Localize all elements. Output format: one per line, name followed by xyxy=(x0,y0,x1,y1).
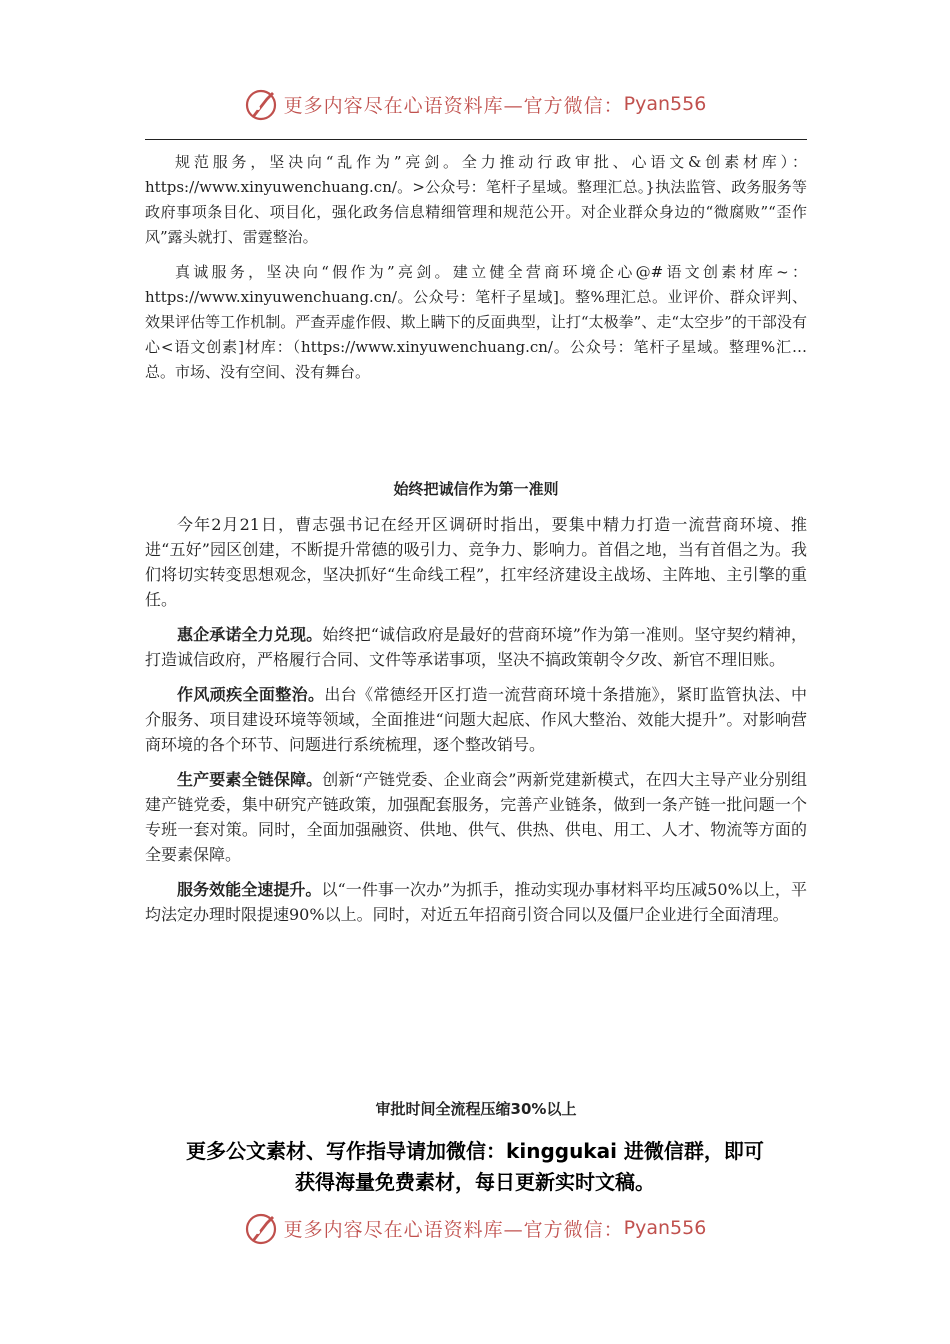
paragraph-lead: 生产要素全链保障。 xyxy=(177,770,323,789)
header-banner-inner xyxy=(244,86,707,122)
intro-paragraph-2: 真诚服务，坚决向“假作为”亮剑。建立健全营商环境企心@#语文创素材库~：https://www.xinyuwenchuang.cn/。公众号：笔杆子星域]。整%理汇总。业评价、群众评判、效果评估等工作机制。严查弄虚作假、欺上瞒下的反面典型，让打“太极拳”、走“太空步”的干部没有心<语文创素]材库：（https://www.xinyuwenchuang.cn/。公众号：笔杆子星域。整理%汇…总。市场、没有空间、没有舞台。 xyxy=(145,263,807,381)
header-banner-id: Pyan556 xyxy=(623,93,707,115)
footer-banner-inner xyxy=(244,1210,707,1246)
section1-paragraph-1: 今年2月21日，曹志强书记在经开区调研时指出，要集中精力打造一流营商环境、推进“五好”园区创建，不断提升常德的吸引力、竞争力、影响力。首倡之地，当有首倡之为。我们将切实转变思想观念，坚决抓好“生命线工程”，扛牢经济建设主战场、主阵地、主引擎的重任。 xyxy=(145,515,807,609)
section2-title: 审批时间全流程压缩30%以上 xyxy=(375,1100,577,1118)
section1-paragraph-3 xyxy=(145,682,807,757)
pen-nib-logo-icon xyxy=(244,1210,280,1246)
section1-paragraph-2 xyxy=(145,622,807,672)
intro-section xyxy=(145,150,807,395)
header-banner-text: 更多内容尽在心语资料库—官方微信： xyxy=(283,94,624,117)
footer-banner-text: 更多内容尽在心语资料库—官方微信： xyxy=(283,1218,624,1241)
promo-block xyxy=(0,1136,950,1198)
footer-banner-id: Pyan556 xyxy=(623,1217,707,1239)
section1-paragraph-5 xyxy=(145,877,807,927)
paragraph-body: 以“一件事一次办”为抓手，推动实现办事材料平均压减50%以上，平均法定办理时限提速90%以上。同时，对近五年招商引资合同以及僵尸企业进行全面清理。 xyxy=(145,880,807,924)
header-banner xyxy=(0,84,950,124)
section1-body xyxy=(145,512,807,937)
promo-line-2: 获得海量免费素材，每日更新实时文稿。 xyxy=(295,1170,655,1194)
footer-banner xyxy=(0,1208,950,1248)
paragraph-body: 始终把“诚信政府是最好的营商环境”作为第一准则。坚守契约精神，打造诚信政府，严格履行合同、文件等承诺事项，坚决不搞政策朝令夕改、新官不理旧账。 xyxy=(145,625,807,669)
pen-nib-logo-icon xyxy=(244,86,280,122)
intro-paragraph-1: 规范服务，坚决向“乱作为”亮剑。全力推动行政审批、心语文&创素材库）：https://www.xinyuwenchuang.cn/。>公众号：笔杆子星域。整理汇总。}执法监管、政务服务等政府事项条目化、项目化，强化政务信息精细管理和规范公开。对企业群众身边的“微腐败”“歪作风”露头就打、雷霆整治。 xyxy=(145,153,807,246)
section2-title-wrap xyxy=(145,1098,807,1119)
paragraph-body: 创新“产链党委、企业商会”两新党建新模式，在四大主导产业分别组建产链党委，集中研究产链政策，加强配套服务，完善产业链条，做到一条产链一批问题一个专班一套对策。同时，全面加强融资、供地、供气、供热、供电、用工、人才、物流等方面的全要素保障。 xyxy=(145,770,807,864)
paragraph-lead: 惠企承诺全力兑现。 xyxy=(177,625,323,644)
section1-title-wrap xyxy=(145,478,807,499)
paragraph-body: 出台《常德经开区打造一流营商环境十条措施》，紧盯监管执法、中介服务、项目建设环境等领域，全面推进“问题大起底、作风大整治、效能大提升”。对影响营商环境的各个环节、问题进行系统梳理，逐个整改销号。 xyxy=(145,685,807,754)
section1-title: 始终把诚信作为第一准则 xyxy=(393,480,559,498)
paragraph-lead: 服务效能全速提升。 xyxy=(177,880,322,899)
promo-line-1: 更多公文素材、写作指导请加微信：kinggukai 进微信群，即可 xyxy=(186,1139,764,1163)
paragraph-lead: 作风顽疾全面整治。 xyxy=(177,685,325,704)
section1-paragraph-4 xyxy=(145,767,807,867)
header-rule xyxy=(145,139,807,140)
